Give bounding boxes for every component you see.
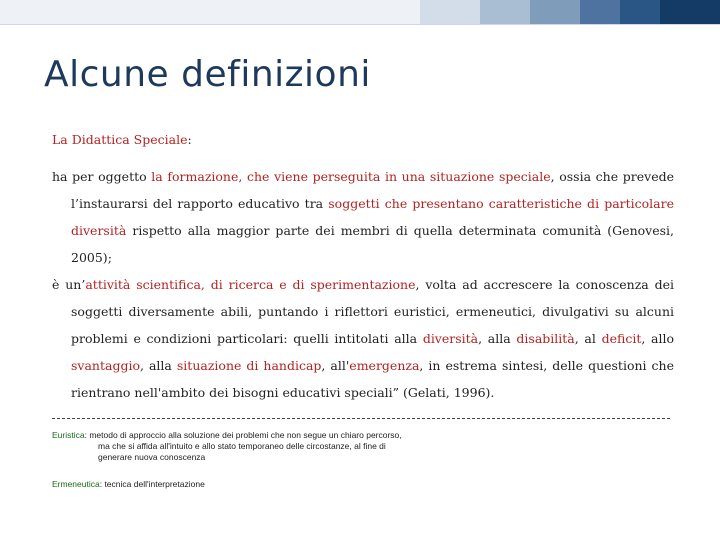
footnotes bbox=[52, 430, 652, 490]
heading-colon: : bbox=[187, 132, 192, 147]
slide-title: Alcune definizioni bbox=[44, 54, 371, 95]
text-run: , ossia che prevede l’instaurarsi del rapporto educativo tra bbox=[71, 169, 674, 211]
highlight-emergenza: emergenza bbox=[349, 358, 420, 373]
definition-text: : tecnica dell'interpretazione bbox=[99, 479, 205, 489]
highlight-soggetti: soggetti che presentano caratteristiche di particolare diversità bbox=[71, 196, 674, 238]
text-run: ha per oggetto bbox=[52, 169, 152, 184]
footnote-euristica bbox=[52, 430, 652, 441]
top-decoration-bar bbox=[0, 0, 720, 24]
term-ermeneutica: Ermeneutica bbox=[52, 479, 100, 489]
highlight-attivita: attività scientifica, di ricerca e di sperimentazione bbox=[85, 277, 416, 292]
spacer bbox=[52, 153, 674, 163]
highlight-disabilita: disabilità bbox=[516, 331, 575, 346]
text-run: , allo bbox=[641, 331, 675, 346]
bar-segment bbox=[620, 0, 660, 24]
bar-segment bbox=[530, 0, 580, 24]
text-run: , in estrema sintesi, delle questioni che rientrano nell'ambito dei bisogni educativi speciali” (Gelati, 1996). bbox=[71, 358, 674, 400]
text-run: , alla bbox=[478, 331, 517, 346]
highlight-deficit: deficit bbox=[601, 331, 642, 346]
highlight-diversita: diversità bbox=[422, 331, 479, 346]
bar-segment bbox=[480, 0, 530, 24]
highlight-formazione: la formazione, che viene perseguita in una situazione speciale bbox=[151, 169, 551, 184]
footnote-ermeneutica bbox=[52, 479, 652, 490]
text-run: , all' bbox=[321, 358, 350, 373]
text-run: è un’ bbox=[52, 277, 86, 292]
text-run: , al bbox=[574, 331, 602, 346]
heading-label: La Didattica Speciale bbox=[52, 132, 188, 147]
definition-heading bbox=[52, 126, 674, 153]
definition-text: generare nuova conoscenza bbox=[98, 452, 206, 462]
header-divider bbox=[0, 24, 720, 25]
definition-paragraph-2 bbox=[52, 271, 674, 406]
text-run: , alla bbox=[139, 358, 177, 373]
bar-segment bbox=[580, 0, 620, 24]
bar-segment bbox=[420, 0, 480, 24]
term-euristica: Euristica bbox=[52, 430, 85, 440]
text-run: , volta ad accrescere la conoscenza dei soggetti diversamente abili, puntando i riflettori euristici, ermeneutici, divulgativi su alcuni problemi e condizioni particolari: quelli intitolati alla bbox=[71, 277, 675, 346]
definition-paragraph-1 bbox=[52, 163, 674, 271]
bar-segment bbox=[660, 0, 720, 24]
highlight-handicap: situazione di handicap bbox=[176, 358, 322, 373]
definition-text: ma che si affida all'intuito e allo stato temporaneo delle circostanze, al fine di bbox=[98, 441, 386, 451]
footnote-separator bbox=[52, 418, 670, 419]
text-run: rispetto alla maggior parte dei membri di quella determinata comunità (Genovesi, 2005); bbox=[71, 223, 674, 265]
definition-text: : metodo di approccio alla soluzione dei problemi che non segue un chiaro percorso, bbox=[84, 430, 402, 440]
slide-body bbox=[52, 126, 674, 406]
bar-segment bbox=[0, 0, 420, 24]
highlight-svantaggio: svantaggio bbox=[71, 358, 140, 373]
